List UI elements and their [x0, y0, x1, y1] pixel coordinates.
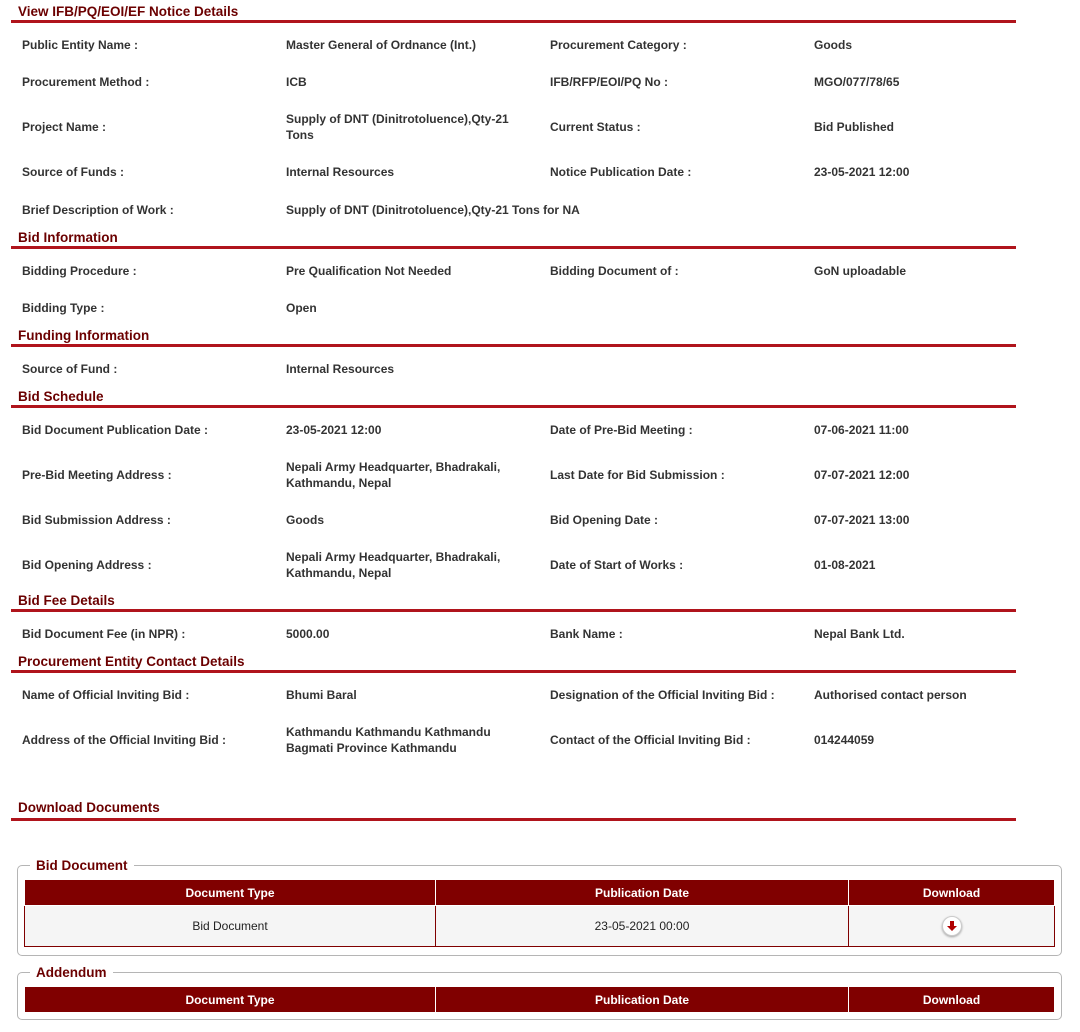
value-source-funds: Internal Resources [286, 165, 395, 179]
section-title-schedule: Bid Schedule [11, 389, 1016, 408]
value-ifb-no: MGO/077/78/65 [814, 75, 900, 89]
addendum-legend: Addendum [36, 965, 107, 980]
label-public-entity: Public Entity Name : [22, 38, 139, 52]
value-last-date: 07-07-2021 12:00 [814, 468, 910, 482]
value-official-contact: 014244059 [814, 733, 875, 747]
label-prebid-address: Pre-Bid Meeting Address : [22, 468, 172, 482]
value-designation: Authorised contact person [814, 688, 967, 702]
value-start-works: 01-08-2021 [814, 558, 876, 572]
label-doc-fee: Bid Document Fee (in NPR) : [22, 627, 186, 641]
header-download: Download [849, 880, 1055, 906]
section-title-contact: Procurement Entity Contact Details [11, 654, 1016, 673]
value-doc-pub-date: 23-05-2021 12:00 [286, 423, 382, 437]
section-title-bid-info: Bid Information [11, 230, 1016, 249]
section-title-fee: Bid Fee Details [11, 593, 1016, 612]
label-opening-date: Bid Opening Date : [550, 513, 658, 527]
label-bidding-document-of: Bidding Document of : [550, 264, 679, 278]
label-notice-date: Notice Publication Date : [550, 165, 692, 179]
label-brief-desc: Brief Description of Work : [22, 203, 174, 217]
bid-document-box [17, 858, 1062, 956]
label-start-works: Date of Start of Works : [550, 558, 684, 572]
label-source-funds: Source of Funds : [22, 165, 124, 179]
label-proc-method: Procurement Method : [22, 75, 150, 89]
value-bidding-document-of: GoN uploadable [814, 264, 907, 278]
value-source-fund: Internal Resources [286, 362, 395, 376]
section-title-funding: Funding Information [11, 328, 1016, 347]
label-proc-category: Procurement Category : [550, 38, 687, 52]
download-button[interactable] [942, 916, 962, 936]
table-row [25, 906, 1055, 947]
bid-document-table [24, 879, 1055, 947]
label-project-name: Project Name : [22, 120, 107, 134]
value-opening-date: 07-07-2021 13:00 [814, 513, 910, 527]
addendum-header-publication-date: Publication Date [436, 987, 849, 1013]
value-bidding-procedure: Pre Qualification Not Needed [286, 264, 452, 278]
value-brief-desc: Supply of DNT (Dinitrotoluence),Qty-21 Tons for NA [286, 203, 580, 217]
label-source-fund: Source of Fund : [22, 362, 118, 376]
label-submission-address: Bid Submission Address : [22, 513, 171, 527]
value-bank-name: Nepal Bank Ltd. [814, 627, 905, 641]
section-title-download: Download Documents [11, 800, 1016, 821]
value-public-entity: Master General of Ordnance (Int.) [286, 38, 477, 52]
value-status: Bid Published [814, 120, 895, 134]
value-notice-date: 23-05-2021 12:00 [814, 165, 910, 179]
label-prebid-date: Date of Pre-Bid Meeting : [550, 423, 693, 437]
bid-document-legend: Bid Document [36, 858, 128, 873]
label-official-name: Name of Official Inviting Bid : [22, 688, 190, 702]
value-prebid-address: Nepali Army Headquarter, Bhadrakali, Kathmandu, Nepal [286, 460, 501, 490]
section-title-notice: View IFB/PQ/EOI/EF Notice Details [11, 4, 1016, 23]
addendum-table [24, 986, 1055, 1013]
addendum-box [17, 965, 1062, 1020]
label-designation: Designation of the Official Inviting Bid : [550, 688, 775, 702]
label-official-contact: Contact of the Official Inviting Bid : [550, 733, 751, 747]
value-doc-fee: 5000.00 [286, 627, 330, 641]
addendum-header-document-type: Document Type [25, 987, 436, 1013]
value-proc-method: ICB [286, 75, 307, 89]
value-official-address: Kathmandu Kathmandu Kathmandu Bagmati Province Kathmandu [286, 725, 491, 755]
label-official-address: Address of the Official Inviting Bid : [22, 733, 227, 747]
label-bank-name: Bank Name : [550, 627, 623, 641]
value-submission-address: Goods [286, 513, 324, 527]
value-prebid-date: 07-06-2021 11:00 [814, 423, 909, 437]
cell-document-type: Bid Document [25, 906, 436, 947]
value-project-name: Supply of DNT (Dinitrotoluence),Qty-21 Tons [286, 112, 509, 142]
label-bidding-type: Bidding Type : [22, 301, 105, 315]
cell-download [849, 906, 1055, 947]
value-opening-address: Nepali Army Headquarter, Bhadrakali, Kathmandu, Nepal [286, 550, 501, 580]
label-doc-pub-date: Bid Document Publication Date : [22, 423, 209, 437]
header-publication-date: Publication Date [436, 880, 849, 906]
value-proc-category: Goods [814, 38, 852, 52]
label-bidding-procedure: Bidding Procedure : [22, 264, 137, 278]
value-bidding-type: Open [286, 301, 317, 315]
header-document-type: Document Type [25, 880, 436, 906]
label-opening-address: Bid Opening Address : [22, 558, 152, 572]
value-official-name: Bhumi Baral [286, 688, 357, 702]
label-ifb-no: IFB/RFP/EOI/PQ No : [550, 75, 669, 89]
addendum-header-download: Download [849, 987, 1055, 1013]
cell-publication-date: 23-05-2021 00:00 [436, 906, 849, 947]
label-status: Current Status : [550, 120, 641, 134]
download-arrow-icon [946, 920, 958, 932]
label-last-date: Last Date for Bid Submission : [550, 468, 725, 482]
